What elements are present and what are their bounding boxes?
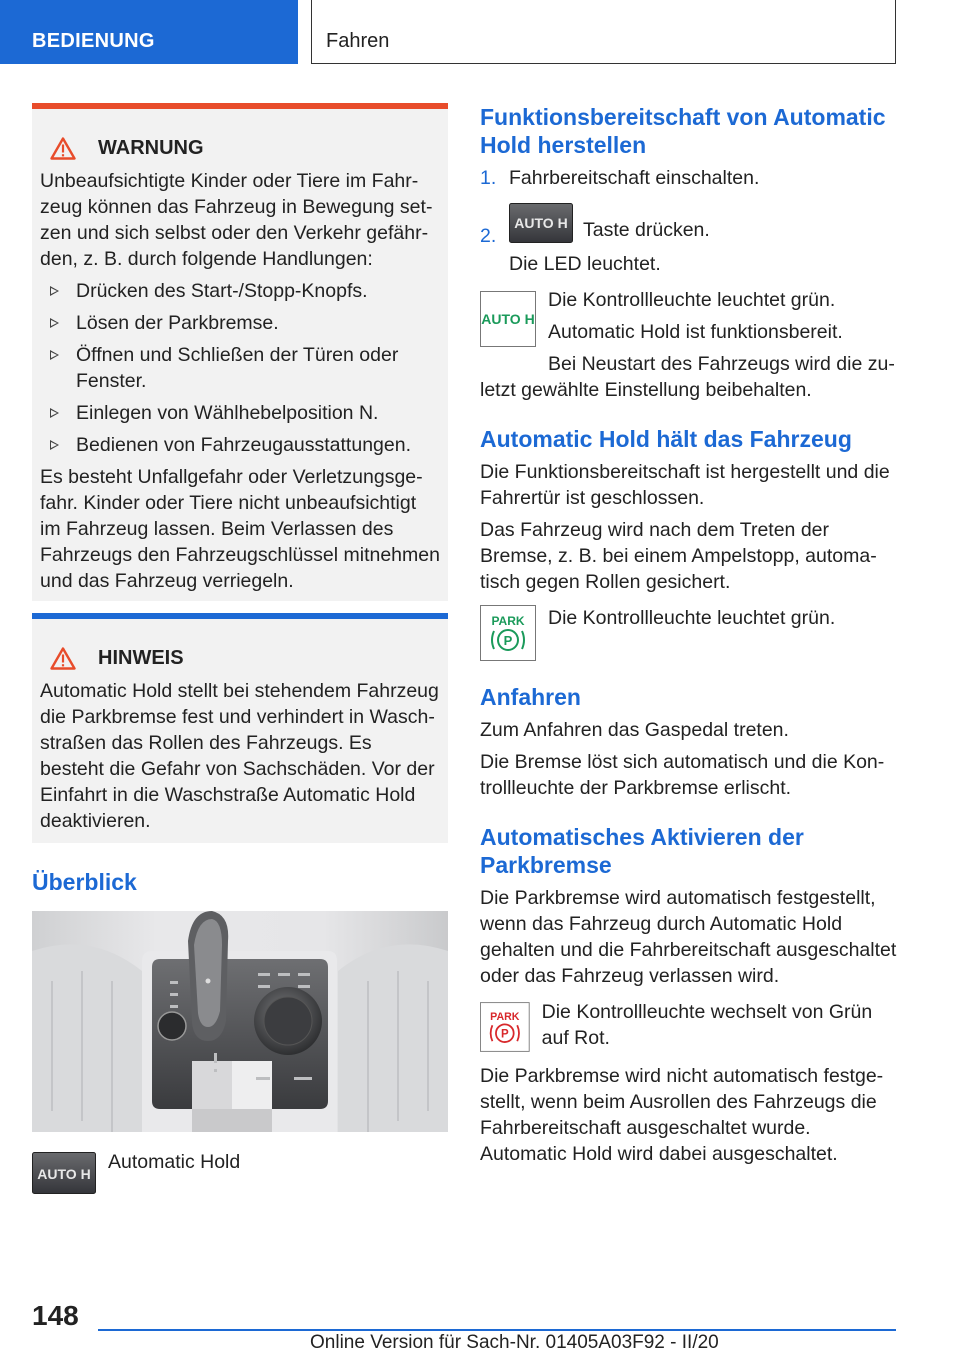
page-number: 148 bbox=[32, 1300, 79, 1331]
steps-list bbox=[480, 165, 900, 247]
list-item: Lösen der Parkbremse. bbox=[40, 310, 440, 336]
section-title: BEDIENUNG bbox=[32, 30, 155, 52]
warning-heading bbox=[40, 137, 440, 160]
warning-intro: Unbeaufsichtigte Kinder oder Tiere im Fahrzeug können das Fahrzeug in Bewegung setzen und sich selbst oder den Verkehr gefährden, z. B. durch folgende Handlungen: bbox=[40, 170, 433, 270]
chapter-title: Fahren bbox=[326, 30, 390, 52]
note-text: Automatic Hold stellt bei stehendem Fahrzeug die Parkbremse fest und verhindert in Waschstraßen das Rollen des Fahrzeugs. Es besteht die Gefahr von Sachschäden. Vor der Einfahrt in die Waschstraße Automatic Hold deaktivieren. bbox=[40, 680, 439, 832]
svg-text:AUTO H: AUTO H bbox=[514, 215, 568, 231]
svg-text:AUTO H: AUTO H bbox=[481, 311, 535, 327]
section-heading-start: Anfahren bbox=[480, 684, 581, 710]
start-paragraph: Zum Anfahren das Gaspedal treten. bbox=[480, 719, 789, 741]
svg-text:P: P bbox=[500, 1028, 509, 1041]
warning-triangle-icon bbox=[50, 137, 76, 160]
svg-text:P: P bbox=[503, 633, 513, 648]
note-box bbox=[32, 613, 448, 843]
auto-park-paragraph: Die Parkbremse wird nicht automatisch festgestellt, wenn beim Ausrollen des Fahrzeugs die Fahrbereitschaft ausgeschaltet wurde. Automatic Hold wird dabei ausgeschaltet. bbox=[480, 1065, 884, 1165]
list-item: Öffnen und Schließen der Türen oder Fenster. bbox=[40, 342, 440, 394]
park-red-indicator-row bbox=[480, 999, 900, 1057]
svg-text:PARK: PARK bbox=[491, 614, 525, 628]
auto-park-paragraph: Die Parkbremse wird automatisch festgestellt, wenn das Fahrzeug durch Automatic Hold gehalten und die Fahrbereitschaft ausgeschaltet oder das Fahrzeug verlassen wird. bbox=[480, 887, 897, 987]
step-item bbox=[480, 165, 900, 191]
section-tab bbox=[0, 0, 298, 64]
warning-title: WARNUNG bbox=[98, 137, 204, 159]
automatic-hold-caption bbox=[32, 1152, 240, 1194]
list-item: Einlegen von Wählhebelposition N. bbox=[40, 400, 440, 426]
hold-paragraph: Die Funktionsbereitschaft ist hergestellt und die Fahrertür ist geschlossen. bbox=[480, 461, 890, 509]
step-number: 1. bbox=[480, 167, 497, 189]
auto-h-button-icon bbox=[32, 1152, 96, 1194]
note-triangle-icon bbox=[50, 647, 76, 670]
overview-heading: Überblick bbox=[32, 869, 137, 895]
step-item bbox=[480, 203, 900, 247]
step-number: 2. bbox=[480, 225, 497, 247]
footer-rule bbox=[98, 1329, 896, 1331]
right-column bbox=[480, 103, 900, 1173]
footer-version: Online Version für Sach-Nr. 01405A03F92 - II/20 bbox=[310, 1332, 719, 1353]
auto-h-indicator-row bbox=[480, 287, 900, 351]
svg-text:PARK: PARK bbox=[490, 1010, 520, 1023]
warning-box bbox=[32, 103, 448, 601]
restart-text: Bei Neustart des Fahrzeugs wird die zuletzt gewählte Einstellung beibehalten. bbox=[480, 353, 895, 401]
warning-outro: Es besteht Unfallgefahr oder Verletzungsgefahr. Kinder oder Tiere nicht unbeaufsichtigt im Fahrzeug lassen. Beim Verlassen des Fahrzeugs den Fahrzeugschlüssel mitnehmen und das Fahrzeug verriegeln. bbox=[40, 466, 440, 592]
start-paragraph: Die Bremse löst sich automatisch und die Kontrollleuchte der Parkbremse erlischt. bbox=[480, 751, 885, 799]
auto-h-button-icon bbox=[509, 203, 573, 243]
warning-list bbox=[40, 278, 440, 458]
center-console-photo bbox=[32, 911, 448, 1132]
section-heading-readiness: Funktionsbereitschaft von Automatic Hold herstellen bbox=[480, 104, 886, 158]
caption-text: Automatic Hold bbox=[108, 1151, 241, 1173]
note-title: HINWEIS bbox=[98, 647, 184, 669]
chapter-tab bbox=[311, 0, 896, 64]
note-heading bbox=[40, 647, 440, 670]
indicator-text: Die Kontrollleuchte leuchtet grün. bbox=[548, 607, 836, 629]
led-text: Die LED leuchtet. bbox=[509, 253, 661, 275]
svg-text:AUTO H: AUTO H bbox=[37, 1166, 91, 1182]
ready-text: Automatic Hold ist funktionsbereit. bbox=[548, 321, 843, 343]
list-item: Bedienen von Fahrzeugausstattungen. bbox=[40, 432, 440, 458]
park-green-indicator-icon bbox=[480, 605, 536, 661]
step-text: Fahrbereitschaft einschalten. bbox=[509, 167, 760, 189]
section-heading-auto-park: Automatisches Aktivieren der Parkbremse bbox=[480, 824, 804, 878]
indicator-text: Die Kontrollleuchte wechselt von Grün auf Rot. bbox=[541, 1001, 873, 1049]
hold-paragraph: Das Fahrzeug wird nach dem Treten der Bremse, z. B. bei einem Ampelstopp, automatisch gegen Rollen gesichert. bbox=[480, 519, 877, 593]
indicator-text: Die Kontrollleuchte leuchtet grün. bbox=[548, 289, 836, 311]
step-text: Taste drücken. bbox=[583, 219, 710, 241]
park-green-indicator-row bbox=[480, 605, 900, 661]
list-item: Drücken des Start-/Stopp-Knopfs. bbox=[40, 278, 440, 304]
auto-h-indicator-icon bbox=[480, 291, 536, 347]
park-red-indicator-icon bbox=[480, 999, 530, 1055]
section-heading-hold: Automatic Hold hält das Fahrzeug bbox=[480, 426, 852, 452]
